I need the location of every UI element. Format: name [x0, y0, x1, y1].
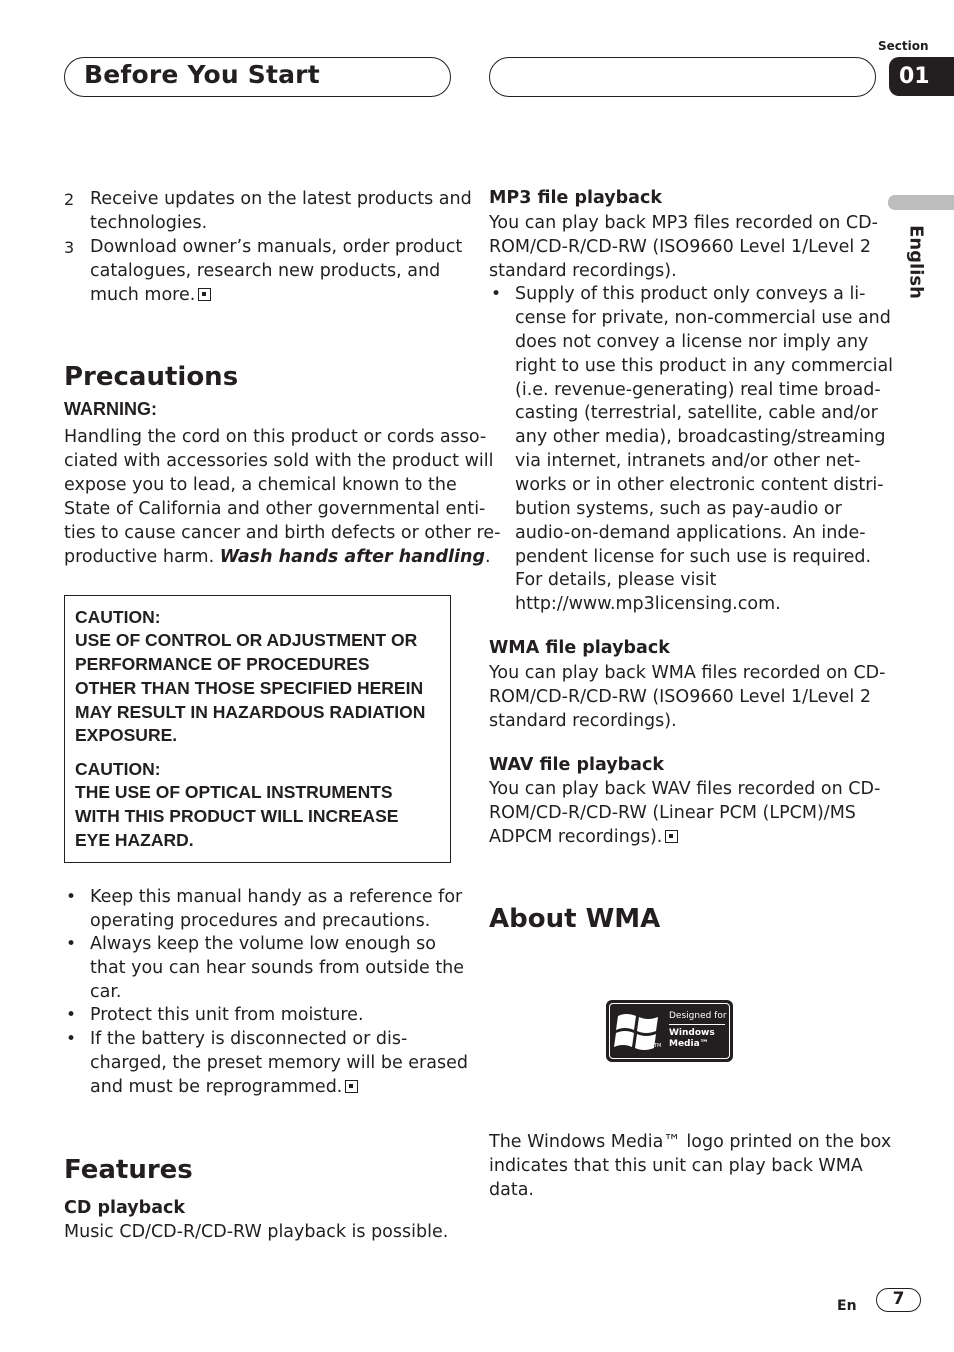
section-label: Section: [878, 39, 929, 53]
bullet-icon: •: [491, 284, 502, 304]
list-item-line: that you can hear sounds from outside the: [90, 958, 465, 978]
warning-emphasis: Wash hands after handling: [219, 547, 486, 567]
wav-line: You can play back WAV files recorded on CD-: [489, 779, 881, 799]
page-number: 7: [876, 1288, 921, 1312]
cd-playback-heading: CD playback: [64, 1198, 186, 1218]
list-item-line-last: [90, 1076, 358, 1100]
list-item-line: If the battery is disconnected or dis-: [90, 1029, 408, 1049]
logo-media: Media™: [669, 1039, 709, 1049]
mp3-bullet-line: pendent license for such use is required.: [515, 547, 872, 567]
list-item-line: charged, the preset memory will be erased: [90, 1053, 468, 1073]
list-item-line: Protect this unit from moisture.: [90, 1005, 364, 1025]
mp3-bullet-line: cense for private, non-commercial use and: [515, 308, 891, 328]
caution-line: THE USE OF OPTICAL INSTRUMENTS: [75, 782, 393, 802]
list-item-text: much more.: [90, 285, 196, 305]
section-number-badge: 01: [889, 57, 954, 96]
mp3-bullet-line: For details, please visit: [515, 570, 717, 590]
mp3-bullet-line: (i.e. revenue-generating) real time broad-: [515, 380, 881, 400]
end-mark-icon: [198, 288, 211, 301]
bullet-icon: •: [66, 887, 77, 907]
mp3-bullet-line: right to use this product in any commercial: [515, 356, 894, 376]
mp3-bullet-line: bution systems, such as pay-audio or: [515, 499, 842, 519]
caution-line: WITH THIS PRODUCT WILL INCREASE: [75, 806, 399, 826]
cd-playback-text: Music CD/CD-R/CD-RW playback is possible.: [64, 1222, 449, 1242]
language-tab-marker: [888, 195, 954, 210]
mp3-bullet-line: any other media), broadcasting/streaming: [515, 427, 886, 447]
about-wma-heading: About WMA: [489, 904, 661, 934]
mp3-bullet-line: via internet, intranets and/or other net-: [515, 451, 861, 471]
list-item-line: technologies.: [90, 213, 208, 233]
page-title: Before You Start: [84, 60, 320, 89]
mp3-bullet-line: works or in other electronic content distri-: [515, 475, 884, 495]
mp3-line: standard recordings).: [489, 261, 677, 281]
wav-line-last: [489, 826, 678, 850]
warning-line: Handling the cord on this product or cords asso-: [64, 427, 487, 447]
list-item-line-last: [90, 284, 211, 308]
about-wma-line: indicates that this unit can play back WMA: [489, 1156, 863, 1176]
wav-text: ADPCM recordings).: [489, 827, 663, 847]
mp3-bullet-line: casting (terrestrial, satellite, cable and/or: [515, 403, 878, 423]
warning-line: expose you to lead, a chemical known to the: [64, 475, 457, 495]
windows-media-logo: [606, 1000, 733, 1062]
mp3-licensing-url: http://www.mp3licensing.com.: [515, 594, 781, 614]
mp3-bullet-line: does not convey a license nor imply any: [515, 332, 869, 352]
wma-line: You can play back WMA files recorded on CD-: [489, 663, 886, 683]
list-item-line: Keep this manual handy as a reference for: [90, 887, 463, 907]
about-wma-line: data.: [489, 1180, 534, 1200]
warning-period: .: [485, 547, 491, 567]
mp3-bullet-line: Supply of this product only conveys a li-: [515, 284, 866, 304]
end-mark-icon: [345, 1080, 358, 1093]
list-item-line: car.: [90, 982, 122, 1002]
wma-line: ROM/CD-R/CD-RW (ISO9660 Level 1/Level 2: [489, 687, 871, 707]
warning-plain: productive harm.: [64, 547, 220, 567]
wav-line: ROM/CD-R/CD-RW (Linear PCM (LPCM)/MS: [489, 803, 856, 823]
list-number: 2: [64, 190, 75, 209]
list-item-line: Receive updates on the latest products and: [90, 189, 472, 209]
caution-line: MAY RESULT IN HAZARDOUS RADIATION: [75, 702, 426, 722]
list-item-line: catalogues, research new products, and: [90, 261, 441, 281]
mp3-bullet-line: audio-on-demand applications. An inde-: [515, 523, 866, 543]
warning-label: WARNING:: [64, 399, 157, 419]
list-number: 3: [64, 238, 75, 257]
wma-line: standard recordings).: [489, 711, 677, 731]
caution-line: PERFORMANCE OF PROCEDURES: [75, 654, 370, 674]
caution-label: CAUTION:: [75, 607, 161, 627]
bullet-icon: •: [66, 934, 77, 954]
wma-playback-heading: WMA file playback: [489, 638, 670, 658]
caution-line: EYE HAZARD.: [75, 830, 194, 850]
about-wma-line: The Windows Media™ logo printed on the box: [489, 1132, 892, 1152]
caution-line: EXPOSURE.: [75, 725, 178, 745]
caution-line: USE OF CONTROL OR ADJUSTMENT OR: [75, 630, 418, 650]
wav-playback-heading: WAV file playback: [489, 755, 664, 775]
mp3-playback-heading: MP3 file playback: [489, 188, 662, 208]
list-item-line: Always keep the volume low enough so: [90, 934, 436, 954]
warning-line-last: [64, 546, 491, 570]
language-label: English: [905, 225, 927, 299]
caution-line: OTHER THAN THOSE SPECIFIED HEREIN: [75, 678, 424, 698]
logo-windows: Windows: [669, 1028, 715, 1038]
bullet-icon: •: [66, 1005, 77, 1025]
logo-tm: TM: [654, 1043, 662, 1049]
end-mark-icon: [665, 830, 678, 843]
features-heading: Features: [64, 1155, 193, 1185]
warning-line: ciated with accessories sold with the product will: [64, 451, 494, 471]
mp3-line: You can play back MP3 files recorded on CD-: [489, 213, 878, 233]
logo-designed-for: Designed for: [669, 1011, 727, 1021]
mp3-line: ROM/CD-R/CD-RW (ISO9660 Level 1/Level 2: [489, 237, 871, 257]
warning-line: State of California and other governmental enti-: [64, 499, 486, 519]
bullet-icon: •: [66, 1029, 77, 1049]
list-item-text: and must be reprogrammed.: [90, 1077, 343, 1097]
header-blank-frame: [489, 57, 876, 97]
logo-separator: [669, 1024, 725, 1025]
list-item-line: Download owner’s manuals, order product: [90, 237, 463, 257]
warning-line: ties to cause cancer and birth defects or other re-: [64, 523, 501, 543]
caution-label: CAUTION:: [75, 759, 161, 779]
precautions-heading: Precautions: [64, 362, 239, 392]
footer-language-code: En: [837, 1298, 857, 1314]
list-item-line: operating procedures and precautions.: [90, 911, 431, 931]
